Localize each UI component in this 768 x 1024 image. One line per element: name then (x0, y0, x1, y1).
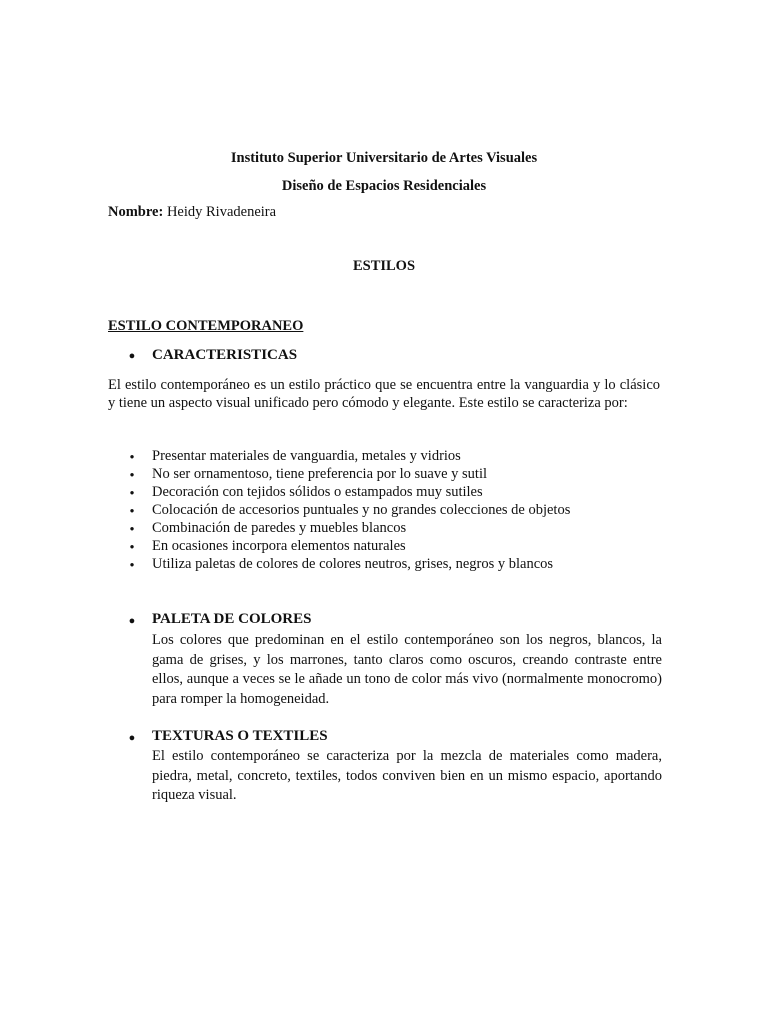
list-item: ● En ocasiones incorpora elementos naturales (129, 538, 406, 554)
bullet-icon: ● (128, 615, 136, 627)
bullet-icon: ● (129, 560, 135, 569)
name-line (108, 203, 276, 221)
characteristics-intro: El estilo contemporáneo es un estilo práctico que se encuentra entre la vanguardia y lo clásico y tiene un aspecto visual unificado pero cómodo y elegante. Este estilo se caracteriza por: (108, 377, 660, 411)
section-title: ESTILO CONTEMPORANEO (108, 318, 304, 334)
textures-heading: TEXTURAS O TEXTILES (152, 728, 328, 744)
bullet-icon: ● (129, 488, 135, 497)
name-label: Nombre: (108, 204, 164, 220)
bullet-icon: ● (129, 470, 135, 479)
list-item: ● Colocación de accesorios puntuales y no grandes colecciones de objetos (129, 502, 571, 518)
palette-text: Los colores que predominan en el estilo contemporáneo son los negros, blancos, la gama de grises, y los marrones, tanto claros como oscuros, creando contraste entre ellos, aunque a veces se le añade un tono de color más vivo (normalmente monocromo) para romper la homogeneidad. (152, 632, 662, 707)
bullet-icon: ● (128, 732, 136, 744)
list-item: ● Presentar materiales de vanguardia, metales y vidrios (129, 448, 461, 464)
bullet-icon: ● (129, 542, 135, 551)
document-title: ESTILOS (352, 258, 416, 274)
list-item: ● Combinación de paredes y muebles blancos (129, 520, 407, 536)
palette-heading: PALETA DE COLORES (152, 611, 312, 627)
course-title: Diseño de Espacios Residenciales (281, 178, 487, 194)
name-value: Heidy Rivadeneira (166, 204, 277, 220)
textures-text: El estilo contemporáneo se caracteriza por la mezcla de materiales como madera, piedra, metal, concreto, textiles, todos conviven bien en un mismo espacio, aportando riqueza visual. (152, 748, 662, 803)
bullet-icon: ● (129, 452, 135, 461)
list-item: ● Decoración con tejidos sólidos o estampados muy sutiles (129, 484, 483, 500)
characteristics-heading: CARACTERISTICAS (152, 347, 298, 363)
bullet-icon: ● (129, 506, 135, 515)
bullet-icon: ● (128, 350, 136, 362)
bullet-icon: ● (129, 524, 135, 533)
characteristics-list (108, 447, 668, 573)
list-item: ● No ser ornamentoso, tiene preferencia por lo suave y sutil (129, 466, 488, 482)
institution-title: Instituto Superior Universitario de Artes Visuales (230, 150, 538, 166)
list-item: ● Utiliza paletas de colores de colores neutros, grises, negros y blancos (129, 556, 554, 572)
